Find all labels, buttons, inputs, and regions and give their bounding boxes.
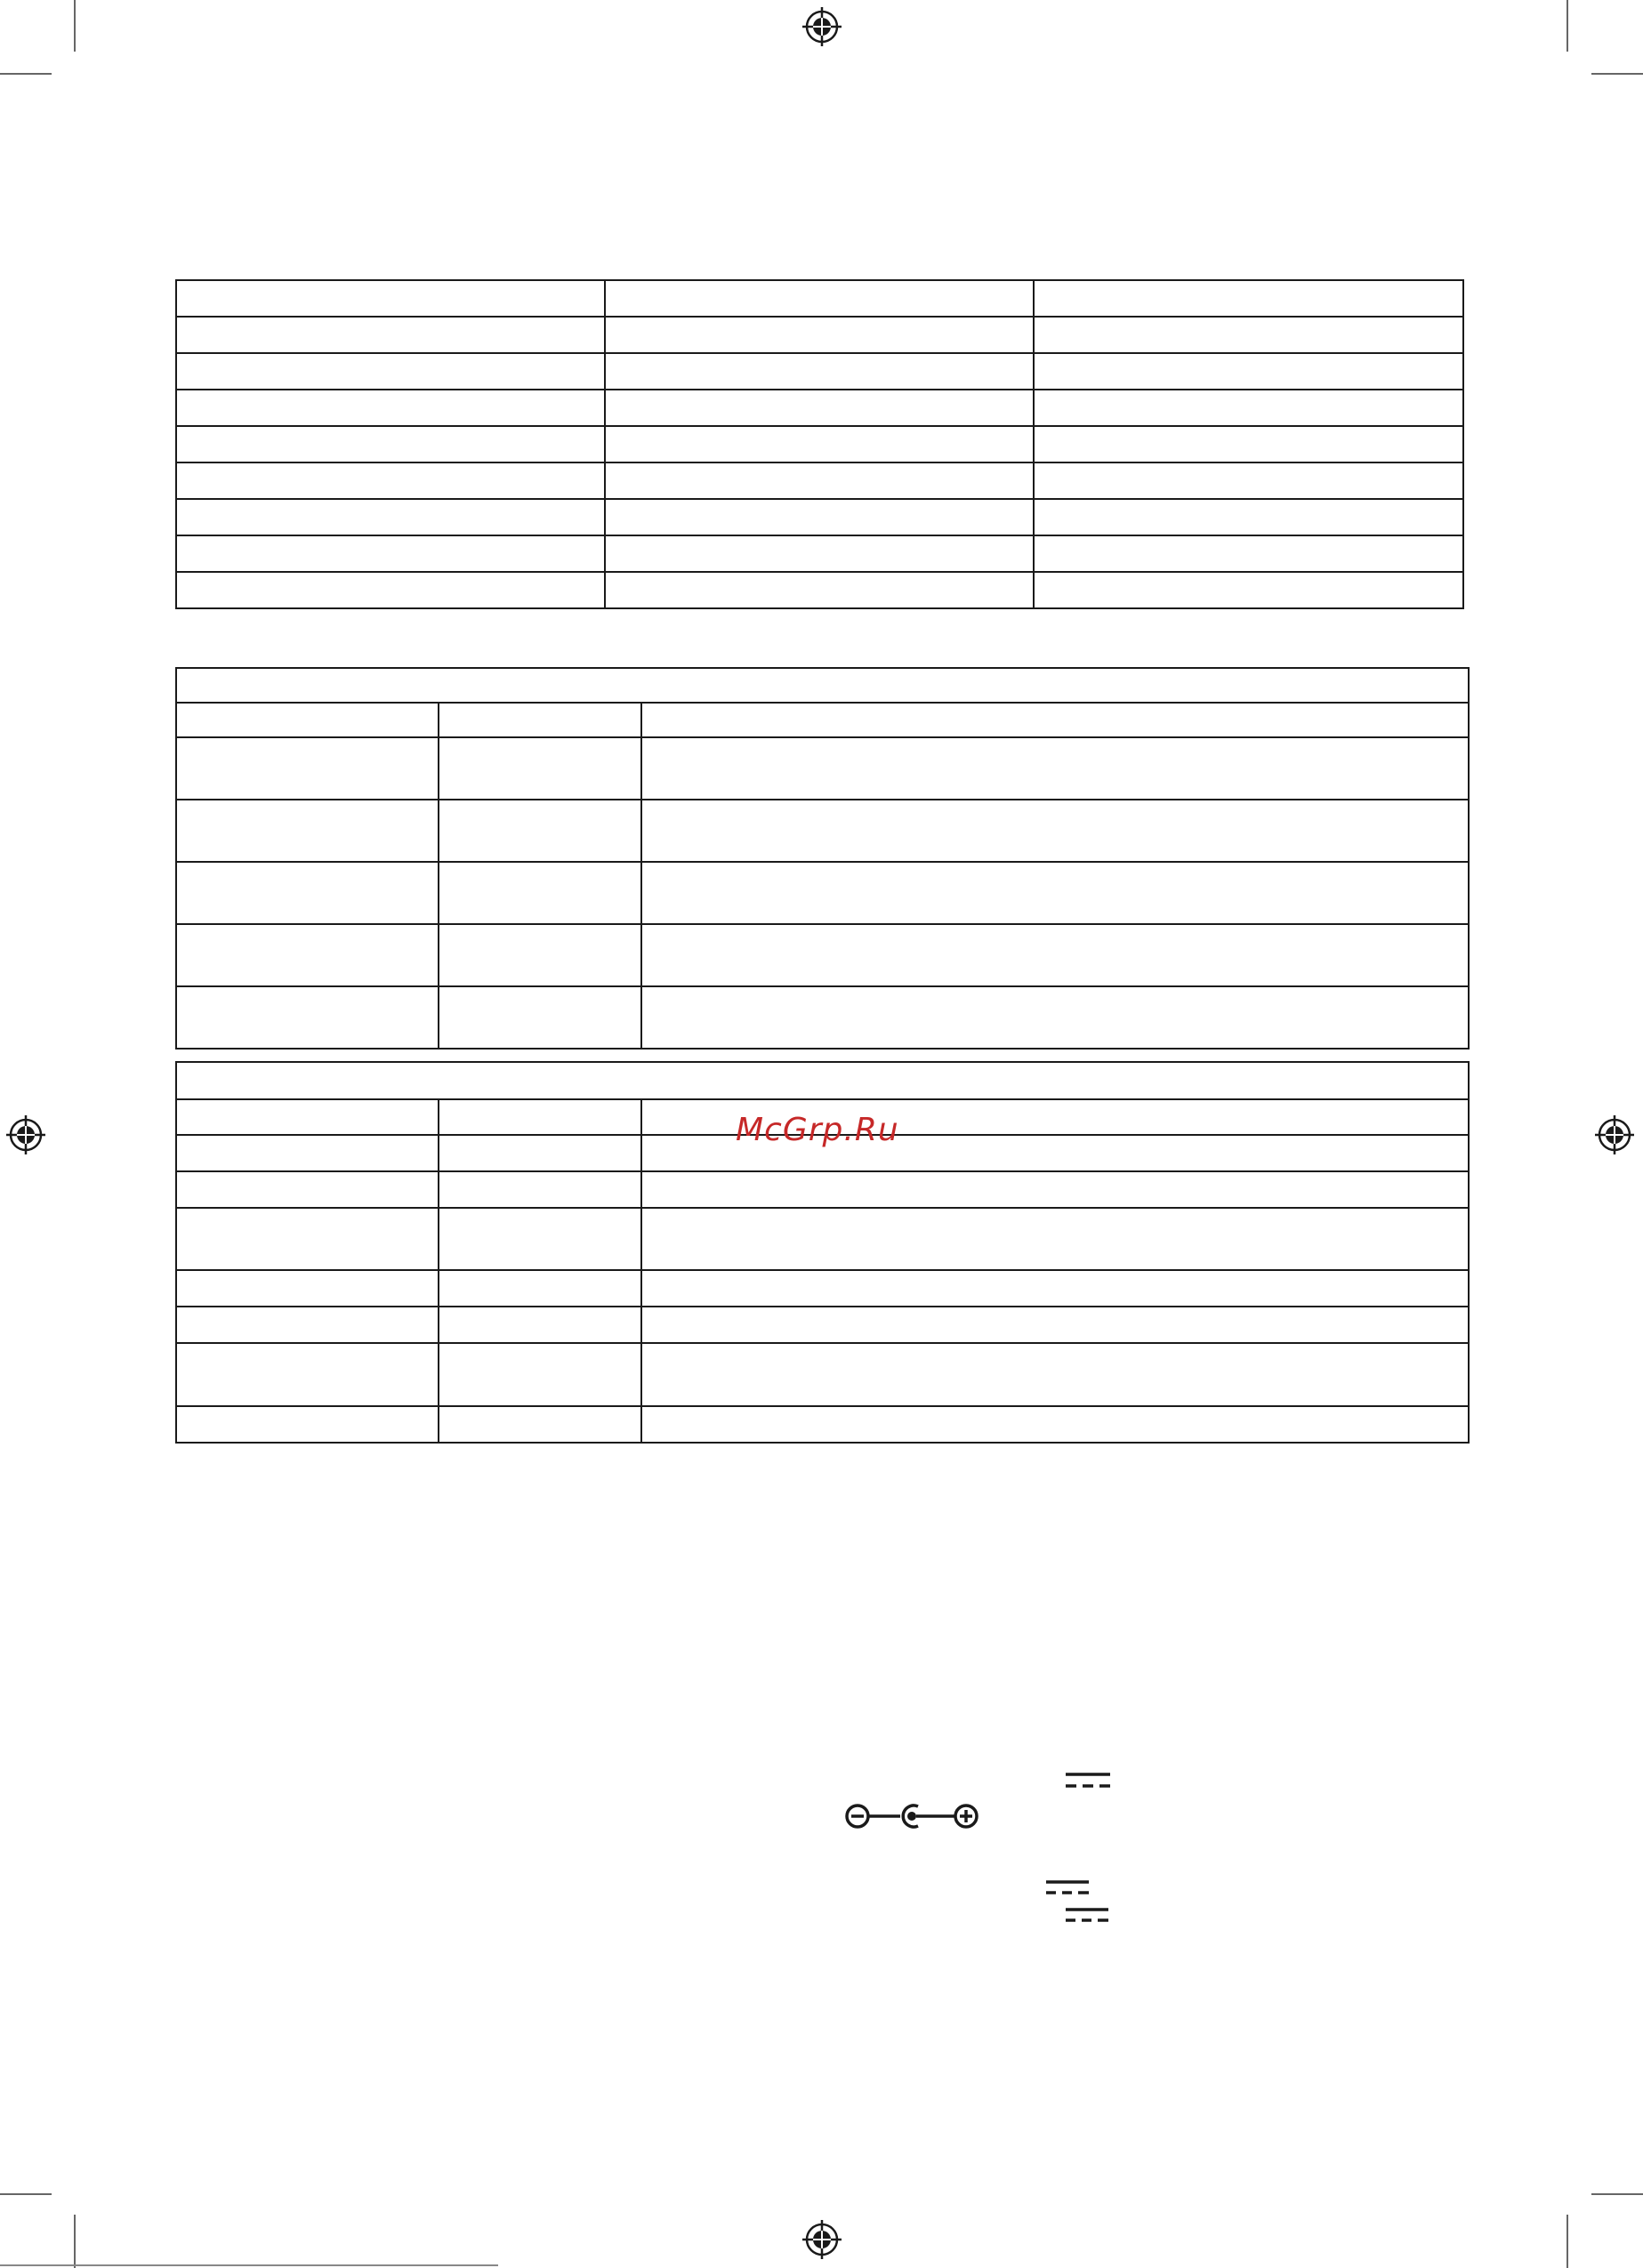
crop-mark-bottom-right-h [1591,2193,1643,2195]
table-row [176,353,1463,390]
crop-mark-top-left-h [0,73,52,75]
table-cell [641,1343,1469,1406]
table-cell [1034,353,1463,390]
table-cell [439,703,641,737]
table-row [176,986,1469,1049]
table-header-row [176,1062,1469,1099]
table-cell [439,862,641,924]
table-cell [176,572,605,608]
bottom-trim-line [0,2264,498,2266]
table-cell [439,986,641,1049]
crop-mark-bottom-left-v [74,2215,76,2268]
table-row [176,924,1469,986]
table-cell [641,1307,1469,1343]
spec-table-1 [175,279,1464,609]
table-cell [439,1171,641,1208]
table-row [176,1208,1469,1270]
table-cell [176,800,439,862]
table-cell [176,1135,439,1171]
table-cell [641,800,1469,862]
table-cell [176,737,439,800]
table-cell [176,462,605,499]
table-cell [641,737,1469,800]
table-cell [641,703,1469,737]
table-row [176,317,1463,353]
table-cell [641,1208,1469,1270]
table-cell [176,390,605,426]
spec-table-2 [175,667,1470,1050]
table-cell [176,1171,439,1208]
table-cell [439,1099,641,1135]
table-cell [641,986,1469,1049]
table-cell [641,1406,1469,1443]
table-cell [641,862,1469,924]
table-row [176,862,1469,924]
table-row [176,737,1469,800]
table-cell [605,462,1034,499]
table-cell [439,1307,641,1343]
table-cell [176,986,439,1049]
table-cell [176,924,439,986]
table-cell [605,572,1034,608]
table-row [176,1171,1469,1208]
table-cell [176,353,605,390]
table-header-cell [176,668,1469,703]
table-cell [176,426,605,462]
table-row [176,390,1463,426]
registration-mark-icon [1595,1115,1634,1154]
table-cell [605,426,1034,462]
crop-mark-top-right-v [1566,0,1568,52]
table-row [176,1343,1469,1406]
table-row [176,499,1463,535]
crop-mark-top-right-h [1591,73,1643,75]
table-row [176,800,1469,862]
table-cell [439,924,641,986]
table-row [176,1270,1469,1307]
table-cell [439,1406,641,1443]
registration-mark-icon [6,1115,45,1154]
registration-mark-icon [802,2220,842,2259]
table-cell [176,1406,439,1443]
table-cell [1034,426,1463,462]
dc-ac-icon [1044,1878,1115,1926]
table-row [176,462,1463,499]
crop-mark-bottom-left-h [0,2193,52,2195]
table-cell [1034,572,1463,608]
table-cell [1034,280,1463,317]
table-cell [176,499,605,535]
table-header-row [176,668,1469,703]
table-header-cell [176,1062,1469,1099]
table-cell [439,1208,641,1270]
table-row [176,572,1463,608]
dc-polarity-icon [843,1800,980,1832]
table-row [176,535,1463,572]
table-cell [439,737,641,800]
table-cell [439,800,641,862]
table-cell [605,535,1034,572]
table-row [176,703,1469,737]
table-cell [439,1270,641,1307]
table-cell [1034,462,1463,499]
table-cell [605,353,1034,390]
table-cell [176,1307,439,1343]
direct-current-icon [1064,1770,1112,1791]
table-cell [176,317,605,353]
table-cell [176,1208,439,1270]
table-cell [605,280,1034,317]
watermark: McGrp.Ru [736,1112,899,1148]
table-cell [176,862,439,924]
table-cell [1034,317,1463,353]
table-cell [176,535,605,572]
table-cell [176,280,605,317]
table-cell [1034,390,1463,426]
table-cell [439,1135,641,1171]
table-cell [641,1171,1469,1208]
table-cell [605,499,1034,535]
table-row [176,280,1463,317]
registration-mark-icon [802,7,842,46]
table-row [176,1307,1469,1343]
table-cell [1034,535,1463,572]
table-row [176,426,1463,462]
table-cell [176,1099,439,1135]
table-cell [605,317,1034,353]
table-cell [605,390,1034,426]
table-cell [176,1270,439,1307]
crop-mark-top-left-v [74,0,76,52]
table-row [176,1406,1469,1443]
table-cell [439,1343,641,1406]
crop-mark-bottom-right-v [1566,2215,1568,2268]
table-cell [641,924,1469,986]
table-cell [1034,499,1463,535]
table-cell [176,703,439,737]
table-cell [176,1343,439,1406]
table-cell [641,1270,1469,1307]
